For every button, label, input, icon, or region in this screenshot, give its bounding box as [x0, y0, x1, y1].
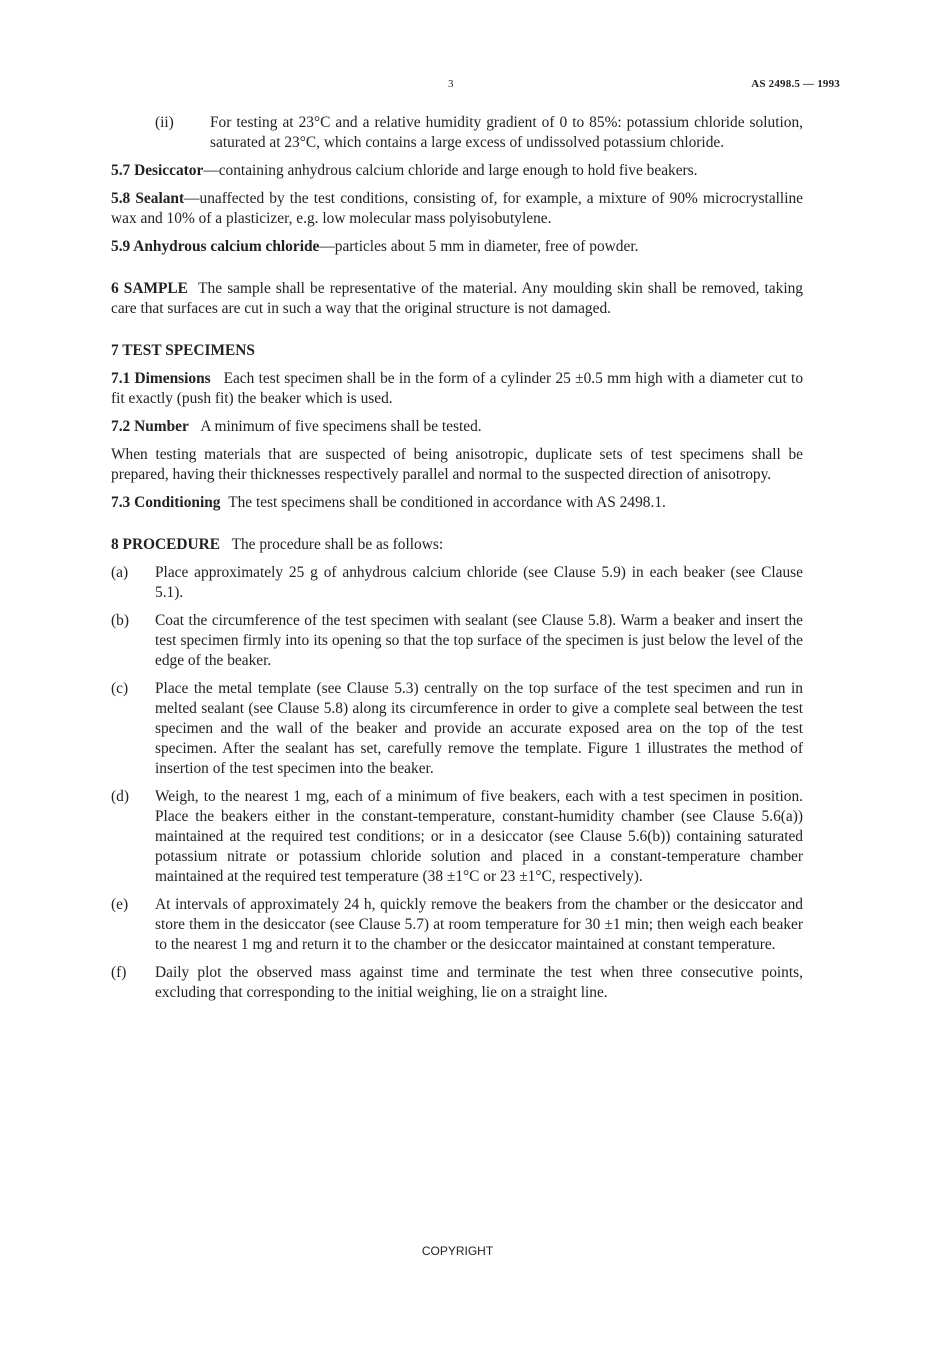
copyright-footer: COPYRIGHT [421, 1244, 494, 1258]
clause-text: The test specimens shall be conditioned in accordance with AS 2498.1. [228, 494, 666, 511]
list-label: (a) [111, 564, 129, 581]
clause-text: A minimum of five specimens shall be tested. [200, 418, 482, 435]
procedure-step-b [111, 611, 803, 671]
clause-7-3 [111, 493, 803, 513]
procedure-step-e [111, 895, 803, 955]
list-label: (e) [111, 896, 129, 913]
clause-heading: 5.9 Anhydrous calcium chloride [111, 238, 320, 255]
list-text: For testing at 23°C and a relative humidity gradient of 0 to 85%: potassium chloride solution, saturated at 23°C, which contains a large excess of undissolved potassium chloride. [210, 114, 803, 151]
clause-text: Each test specimen shall be in the form of a cylinder 25 ±0.5 mm high with a diameter cut to fit exactly (push fit) the beaker which is used. [111, 370, 804, 407]
list-item-ii [111, 113, 803, 153]
clause-7-2-paragraph: When testing materials that are suspected of being anisotropic, duplicate sets of test specimens shall be prepared, having their thicknesses respectively parallel and normal to the suspected direction of anisotropy. [111, 446, 803, 483]
procedure-step-a [111, 563, 803, 603]
clause-text: —particles about 5 mm in diameter, free of powder. [319, 238, 639, 255]
list-label: (d) [111, 788, 129, 805]
clause-7 [111, 341, 803, 361]
list-label: (b) [111, 612, 129, 629]
list-label: (ii) [155, 114, 174, 131]
procedure-step-f [111, 963, 803, 1003]
clause-5-8 [111, 189, 803, 229]
page-number: 3 [448, 78, 454, 90]
section-heading: 6 SAMPLE [111, 280, 188, 297]
list-text: Daily plot the observed mass against time and terminate the test when three consecutive points, excluding that corresponding to the initial weighing, lie on a straight line. [155, 964, 803, 1001]
clause-5-7 [111, 161, 803, 181]
list-label: (c) [111, 680, 129, 697]
list-text: Place approximately 25 g of anhydrous calcium chloride (see Clause 5.9) in each beaker (see Clause 5.1). [155, 564, 803, 601]
list-text: At intervals of approximately 24 h, quickly remove the beakers from the chamber or the desiccator and store them in the desiccator (see Clause 5.7) at room temperature for 30 ±1 min; then weigh each beaker to the nearest 1 mg and return it to the chamber or the desiccator maintained at constant temperature. [155, 896, 803, 953]
list-text: Place the metal template (see Clause 5.3) centrally on the top surface of the test specimen and run in melted sealant (see Clause 5.8) along its circumference in order to give a complete seal between the test specimen and the wall of the beaker and provide an accurate exposed area on the top of the test specimen. After the sealant has set, carefully remove the template. Figure 1 illustrates the method of insertion of the test specimen into the beaker. [155, 680, 803, 777]
clause-heading: 5.7 Desiccator [111, 162, 204, 179]
clause-heading: 7.3 Conditioning [111, 494, 221, 511]
section-heading: 7 TEST SPECIMENS [111, 342, 255, 359]
clause-heading: 5.8 Sealant [111, 190, 185, 207]
procedure-step-c [111, 679, 803, 779]
clause-7-1 [111, 369, 803, 409]
clause-text: —unaffected by the test conditions, consisting of, for example, a mixture of 90% microcrystalline wax and 10% of a plasticizer, e.g. low molecular mass polyisobutylene. [111, 190, 804, 227]
page-body [111, 113, 803, 1003]
clause-text: The sample shall be representative of the material. Any moulding skin shall be removed, taking care that surfaces are cut in such a way that the original structure is not damaged. [111, 280, 803, 317]
clause-text: The procedure shall be as follows: [231, 536, 444, 553]
list-label: (f) [111, 964, 127, 981]
clause-heading: 7.2 Number [111, 418, 189, 435]
procedure-step-d [111, 787, 803, 887]
clause-6 [111, 279, 803, 319]
clause-7-2 [111, 417, 803, 437]
list-text: Weigh, to the nearest 1 mg, each of a minimum of five beakers, each with a test specimen in position. Place the beakers either in the constant-temperature, constant-humidity chamber (see Clause 5.6(a)) maintained at the required test conditions; or in a desiccator (see Clause 5.6(b)) containing saturated potassium nitrate or potassium chloride solution and placed in a constant-temperature chamber maintained at the required test temperature (38 ±1°C or 23 ±1°C, respectively). [155, 788, 803, 885]
clause-8 [111, 535, 803, 555]
clause-text: —containing anhydrous calcium chloride and large enough to hold five beakers. [203, 162, 698, 179]
standard-number: AS 2498.5 — 1993 [751, 78, 840, 90]
clause-heading: 7.1 Dimensions [111, 370, 211, 387]
clause-5-9 [111, 237, 803, 257]
list-text: Coat the circumference of the test specimen with sealant (see Clause 5.8). Warm a beaker and insert the test specimen firmly into its opening so that the top surface of the specimen is just below the level of the edge of the beaker. [155, 612, 803, 669]
section-heading: 8 PROCEDURE [111, 536, 221, 553]
